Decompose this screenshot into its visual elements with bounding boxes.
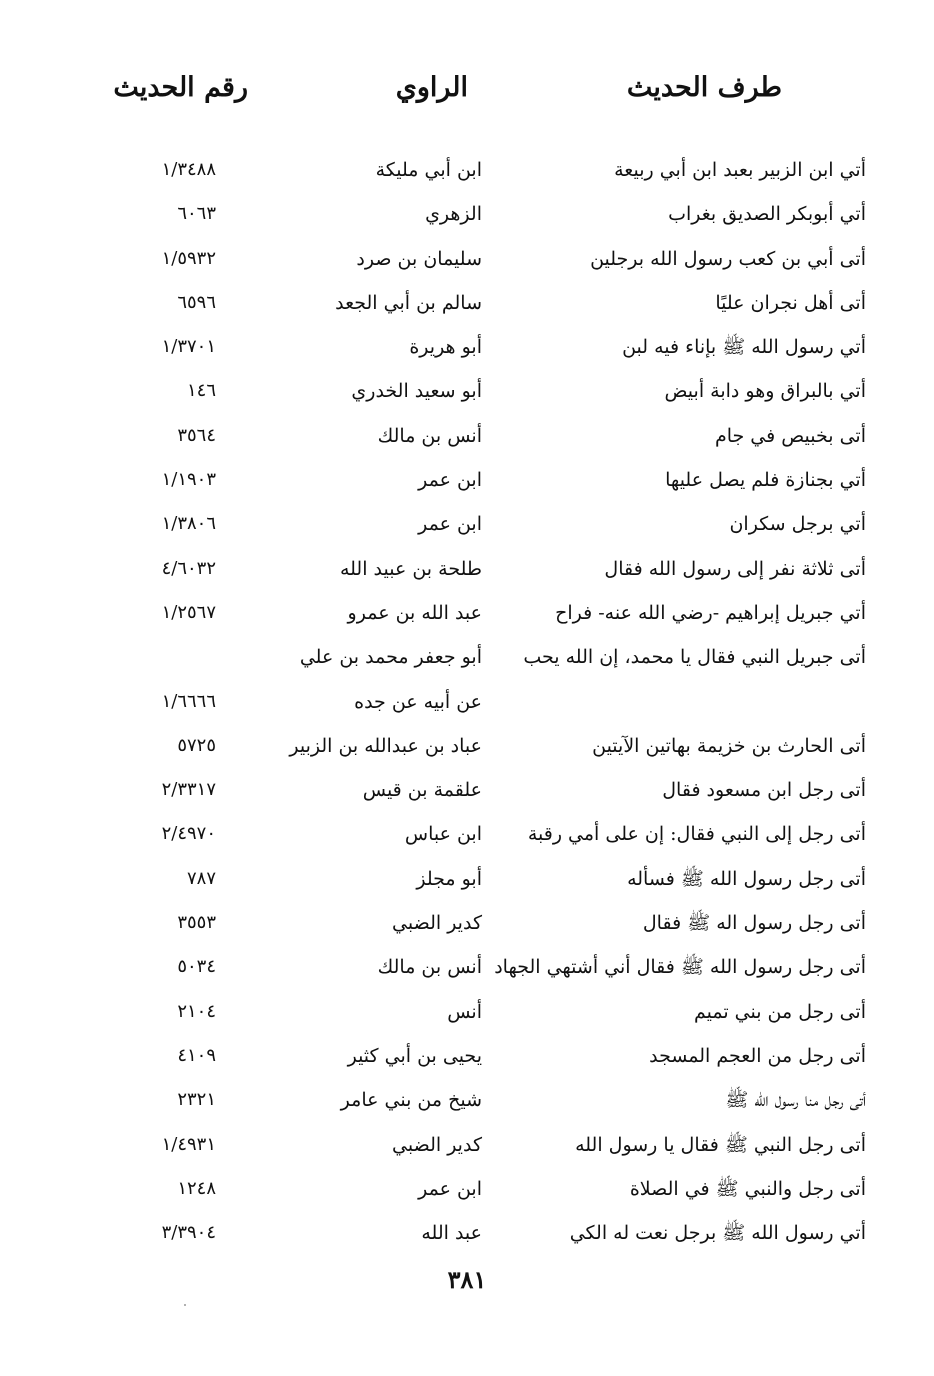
hadith-number: ٣/٣٩٠٤ (161, 1222, 216, 1244)
table-row (0, 859, 934, 903)
rawi-name: ابن عمر (418, 513, 482, 536)
table-row (0, 726, 934, 770)
rawi-name: ابن أبي مليكة (375, 159, 482, 181)
hadith-text: أتي برجل سكران (729, 513, 866, 536)
hadith-number: ٦٥٩٦ (177, 291, 216, 313)
rawi-name: أبو سعيد الخدري (351, 380, 482, 403)
header-rawi: الراوي (395, 72, 468, 103)
table-row (0, 504, 934, 548)
rawi-name: عباد بن عبدالله بن الزبير (289, 734, 482, 757)
hadith-text: أتى رجل رسول الله ﷺ فسأله (627, 867, 866, 890)
table-row (0, 814, 934, 858)
hadith-text: أتى رجل من بني تميم (693, 1000, 866, 1023)
rawi-name: ابن عمر (418, 1177, 482, 1200)
table-row (0, 194, 934, 238)
rawi-name: طلحة بن عبيد الله (339, 557, 482, 580)
hadith-number: ١/٦٦٦٦ (161, 690, 216, 712)
rawi-name: أنس بن مالك (377, 424, 482, 447)
hadith-text: أتي رسول الله ﷺ بإناء فيه لبن (622, 336, 866, 359)
hadith-text: أتى الحارث بن خزيمة بهاتين الآيتين (592, 734, 866, 757)
hadith-number: ١/١٩٠٣ (161, 469, 216, 491)
hadith-number: ٤/٦٠٣٢ (161, 557, 216, 579)
table-row (0, 1169, 934, 1213)
hadith-text: أتى رجل منا رسول الله ﷺ (725, 1089, 866, 1112)
hadith-number: ٢١٠٤ (177, 1000, 216, 1022)
table-row (0, 903, 934, 947)
hadith-text: أتى رجل والنبي ﷺ في الصلاة (629, 1177, 866, 1200)
hadith-number: ١/٥٩٣٢ (161, 247, 216, 269)
hadith-number: ١/٤٩٣١ (161, 1133, 216, 1155)
header-hadith: طرف الحديث (626, 72, 782, 103)
rawi-name: عبد الله (421, 1222, 482, 1245)
hadith-number: ٢٣٢١ (177, 1089, 216, 1111)
table-row (0, 682, 934, 726)
rawi-name: كدير الضبي (392, 912, 482, 935)
table-row (0, 1213, 934, 1257)
table-row (0, 992, 934, 1036)
rawi-name: أنس (447, 1000, 482, 1023)
hadith-text: أتى جبريل النبي فقال يا محمد، إن الله يحب (523, 646, 866, 669)
rawi-name: الزهري (425, 203, 482, 226)
hadith-number: ٢/٣٣١٧ (161, 779, 216, 801)
rawi-name: عن أبيه عن جده (354, 690, 482, 713)
hadith-text: أتي أبوبكر الصديق بغراب (668, 203, 866, 226)
rawi-name: أنس بن مالك (377, 956, 482, 979)
table-row (0, 1080, 934, 1124)
hadith-text: أتى رجل من العجم المسجد (649, 1044, 866, 1067)
rawi-name: سالم بن أبي الجعد (335, 291, 482, 314)
hadith-number: ٧٨٧ (186, 867, 216, 889)
rawi-name: يحيى بن أبي كثير (347, 1044, 482, 1067)
hadith-number: ٣٥٥٣ (177, 912, 216, 934)
rawi-name: سليمان بن صرد (356, 247, 482, 270)
hadith-number: ٥٠٣٤ (177, 956, 216, 978)
hadith-text: أتى أبي بن كعب رسول الله برجلين (590, 247, 866, 270)
hadith-number: ١/٢٥٦٧ (161, 601, 216, 623)
hadith-number: ١٢٤٨ (177, 1177, 216, 1199)
ink-speck (184, 1304, 186, 1306)
hadith-table (0, 150, 934, 1257)
hadith-text: أتى رجل إلى النبي فقال: إن على أمي رقبة (527, 823, 866, 846)
rawi-name: أبو هريرة (409, 336, 482, 359)
hadith-number: ٤١٠٩ (177, 1044, 216, 1066)
table-row (0, 371, 934, 415)
hadith-text: أتى رجل ابن مسعود فقال (662, 779, 866, 802)
rawi-name: ابن عمر (418, 469, 482, 492)
table-row (0, 416, 934, 460)
header-number: رقم الحديث (113, 72, 248, 103)
hadith-text: أتي ابن الزبير بعبد ابن أبي ربيعة (614, 159, 866, 181)
hadith-text: أتي بالبراق وهو دابة أبيض (664, 380, 866, 403)
rawi-name: أبو مجلز (416, 867, 482, 890)
table-row (0, 770, 934, 814)
table-row (0, 549, 934, 593)
page-number: ٣٨١ (447, 1265, 487, 1294)
table-row (0, 460, 934, 504)
hadith-text: أتى رجل رسول اله ﷺ فقال (642, 912, 866, 935)
hadith-text: أتى رجل رسول الله ﷺ فقال أني أشتهي الجهاد (494, 956, 866, 979)
hadith-text: أتى رجل النبي ﷺ فقال يا رسول الله (575, 1133, 866, 1156)
hadith-number: ٣٥٦٤ (177, 424, 216, 446)
hadith-number: ٦٠٦٣ (177, 203, 216, 225)
table-row (0, 947, 934, 991)
table-row (0, 327, 934, 371)
rawi-name: عبد الله بن عمرو (347, 601, 482, 624)
table-row (0, 593, 934, 637)
hadith-text: أتي بجنازة فلم يصل عليها (665, 469, 866, 492)
hadith-text: أتى بخبيص في جام (714, 424, 866, 447)
hadith-number: ١/٣٨٠٦ (161, 513, 216, 535)
table-row (0, 150, 934, 194)
table-row (0, 1036, 934, 1080)
hadith-number: ١/٣٤٨٨ (161, 159, 216, 180)
table-row (0, 283, 934, 327)
rawi-name: شيخ من بني عامر (340, 1089, 482, 1112)
hadith-text: أتي جبريل إبراهيم -رضي الله عنه- فراح (555, 601, 866, 624)
hadith-text: أتى أهل نجران عليًا (715, 291, 866, 314)
table-row (0, 239, 934, 283)
rawi-name: ابن عباس (404, 823, 482, 846)
rawi-name: أبو جعفر محمد بن علي (299, 646, 482, 669)
hadith-number: ٥٧٢٥ (177, 734, 216, 756)
table-row (0, 1125, 934, 1169)
hadith-number: ١٤٦ (186, 380, 216, 402)
table-row (0, 637, 934, 681)
hadith-text: أتى ثلاثة نفر إلى رسول الله فقال (604, 557, 866, 580)
hadith-text: أتي رسول الله ﷺ برجل نعت له الكي (569, 1222, 866, 1245)
table-header (0, 72, 934, 122)
rawi-name: كدير الضبي (392, 1133, 482, 1156)
hadith-number: ١/٣٧٠١ (161, 336, 216, 358)
hadith-number: ٢/٤٩٧٠ (161, 823, 216, 845)
rawi-name: علقمة بن قيس (362, 779, 482, 802)
